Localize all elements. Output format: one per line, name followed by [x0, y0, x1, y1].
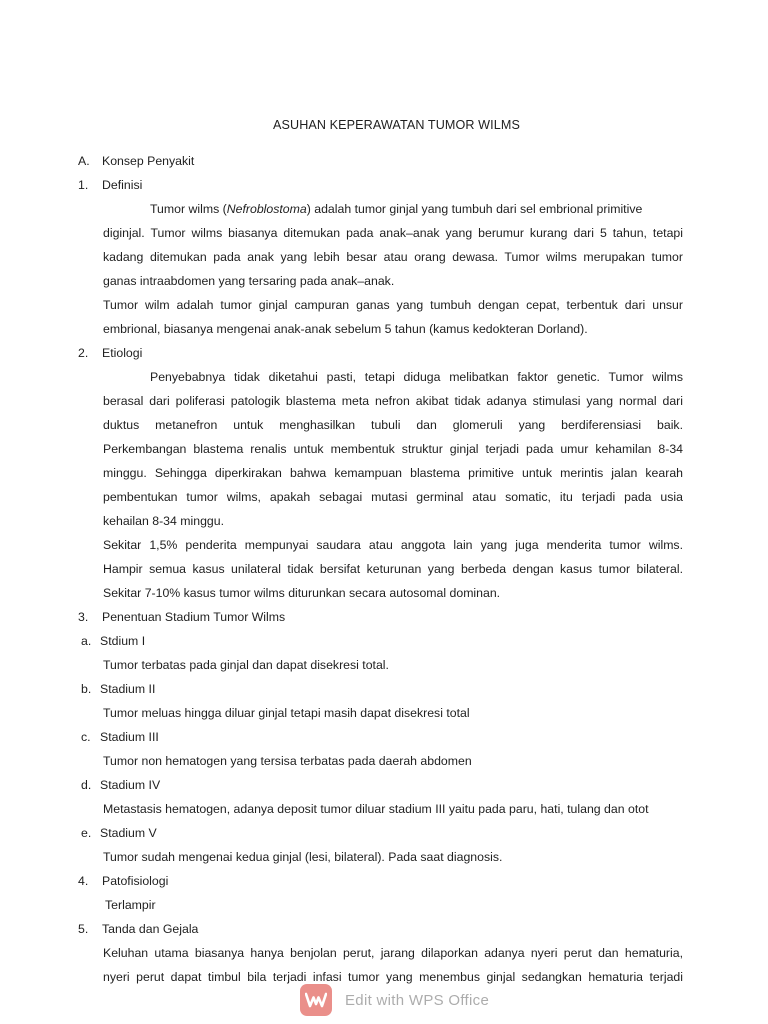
document-title: ASUHAN KEPERAWATAN TUMOR WILMS: [273, 118, 520, 132]
section-1-heading: Definisi: [102, 178, 143, 192]
stage-description: Tumor meluas hingga diluar ginjal tetapi masih dapat disekresi total: [103, 706, 470, 720]
definisi-paragraph-1-line-2: diginjal. Tumor wilms biasanya ditemukan pada anak–anak yang berumur kurang dari 5 tahun, tetapi: [103, 226, 683, 240]
stage-marker: b.: [81, 682, 92, 696]
section-5-heading: Tanda dan Gejala: [102, 922, 199, 936]
stage-name: Stadium III: [100, 730, 159, 744]
stage-name: Stadium V: [100, 826, 157, 840]
definisi-paragraph-1-line-1: Tumor wilms (Nefroblostoma) adalah tumor ginjal yang tumbuh dari sel embrional primitive: [150, 202, 643, 216]
stage-marker: e.: [81, 826, 92, 840]
stage-description: Tumor non hematogen yang tersisa terbatas pada daerah abdomen: [103, 754, 472, 768]
etiologi-paragraph-1-line-4: Perkembangan blastema renalis untuk membentuk struktur ginjal terjadi pada umur kehamilan 8-34: [103, 442, 683, 456]
definisi-paragraph-2-line-2: embrional, biasanya mengenai anak-anak sebelum 5 tahun (kamus kedokteran Dorland).: [103, 322, 588, 336]
section-5-number: 5.: [78, 922, 89, 936]
section-1-number: 1.: [78, 178, 89, 192]
wps-logo-icon: [300, 984, 332, 1016]
section-4-number: 4.: [78, 874, 89, 888]
section-3-number: 3.: [78, 610, 89, 624]
stage-description: Tumor sudah mengenai kedua ginjal (lesi, bilateral). Pada saat diagnosis.: [103, 850, 503, 864]
stage-name: Stadium II: [100, 682, 156, 696]
section-2-heading: Etiologi: [102, 346, 143, 360]
definisi-paragraph-2-line-1: Tumor wilm adalah tumor ginjal campuran ganas yang tumbuh dengan cepat, terbentuk dari unsur: [103, 298, 683, 312]
section-4-heading: Patofisiologi: [102, 874, 169, 888]
stage-marker: a.: [81, 634, 92, 648]
section-2-number: 2.: [78, 346, 89, 360]
etiologi-paragraph-1-line-7: kehailan 8-34 minggu.: [103, 514, 224, 528]
etiologi-paragraph-1-line-2: berasal dari poliferasi patologik blastema meta nefron akibat tidak adanya stimulasi yang normal dari: [103, 394, 683, 408]
wps-watermark: [300, 983, 490, 1017]
stage-description: Tumor terbatas pada ginjal dan dapat disekresi total.: [103, 658, 389, 672]
nefroblostoma-term: Nefroblostoma: [226, 202, 307, 216]
etiologi-paragraph-1-line-3: duktus metanefron untuk menghasilkan tubuli dan glomeruli yang berdiferensiasi baik.: [103, 418, 683, 432]
tanda-gejala-line-1: Keluhan utama biasanya hanya benjolan perut, jarang dilaporkan adanya nyeri perut dan hematuria,: [103, 946, 683, 960]
etiologi-paragraph-2-line-2: Hampir semua kasus unilateral tidak bersifat keturunan yang berbeda dengan kasus tumor bilateral.: [103, 562, 683, 576]
section-3-heading: Penentuan Stadium Tumor Wilms: [102, 610, 286, 624]
definisi-paragraph-1-line-4: ganas intraabdomen yang tersaring pada anak–anak.: [103, 274, 395, 288]
definisi-paragraph-1-line-3: kadang ditemukan pada anak yang lebih besar atau orang dewasa. Tumor wilms merupakan tumor: [103, 250, 683, 264]
stage-marker: d.: [81, 778, 92, 792]
stage-name: Stadium IV: [100, 778, 161, 792]
patofisiologi-text: Terlampir: [105, 898, 156, 912]
section-a-marker: A.: [78, 154, 90, 168]
etiologi-paragraph-1-line-1: Penyebabnya tidak diketahui pasti, tetapi diduga melibatkan faktor genetic. Tumor wilms: [150, 370, 683, 384]
section-a-heading: Konsep Penyakit: [102, 154, 195, 168]
stage-name: Stdium I: [100, 634, 146, 648]
etiologi-paragraph-1-line-5: minggu. Sehingga diperkirakan bahwa kemampuan blastema primitive untuk merintis jalan kearah: [103, 466, 683, 480]
stage-marker: c.: [81, 730, 91, 744]
etiologi-paragraph-2-line-3: Sekitar 7-10% kasus tumor wilms diturunkan secara autosomal dominan.: [103, 586, 501, 600]
wps-watermark-text: Edit with WPS Office: [345, 991, 490, 1009]
etiologi-paragraph-2-line-1: Sekitar 1,5% penderita mempunyai saudara atau anggota lain yang juga menderita tumor wilms.: [103, 538, 683, 552]
stage-description: Metastasis hematogen, adanya deposit tumor diluar stadium III yaitu pada paru, hati, tulang dan otot: [103, 802, 649, 816]
tanda-gejala-line-2: nyeri perut dapat timbul bila terjadi infasi tumor yang menembus ginjal sedangkan hematuria terjadi: [103, 970, 683, 984]
etiologi-paragraph-1-line-6: pembentukan tumor wilms, apakah sebagai mutasi germinal atau somatic, itu terjadi pada usia: [103, 490, 683, 504]
